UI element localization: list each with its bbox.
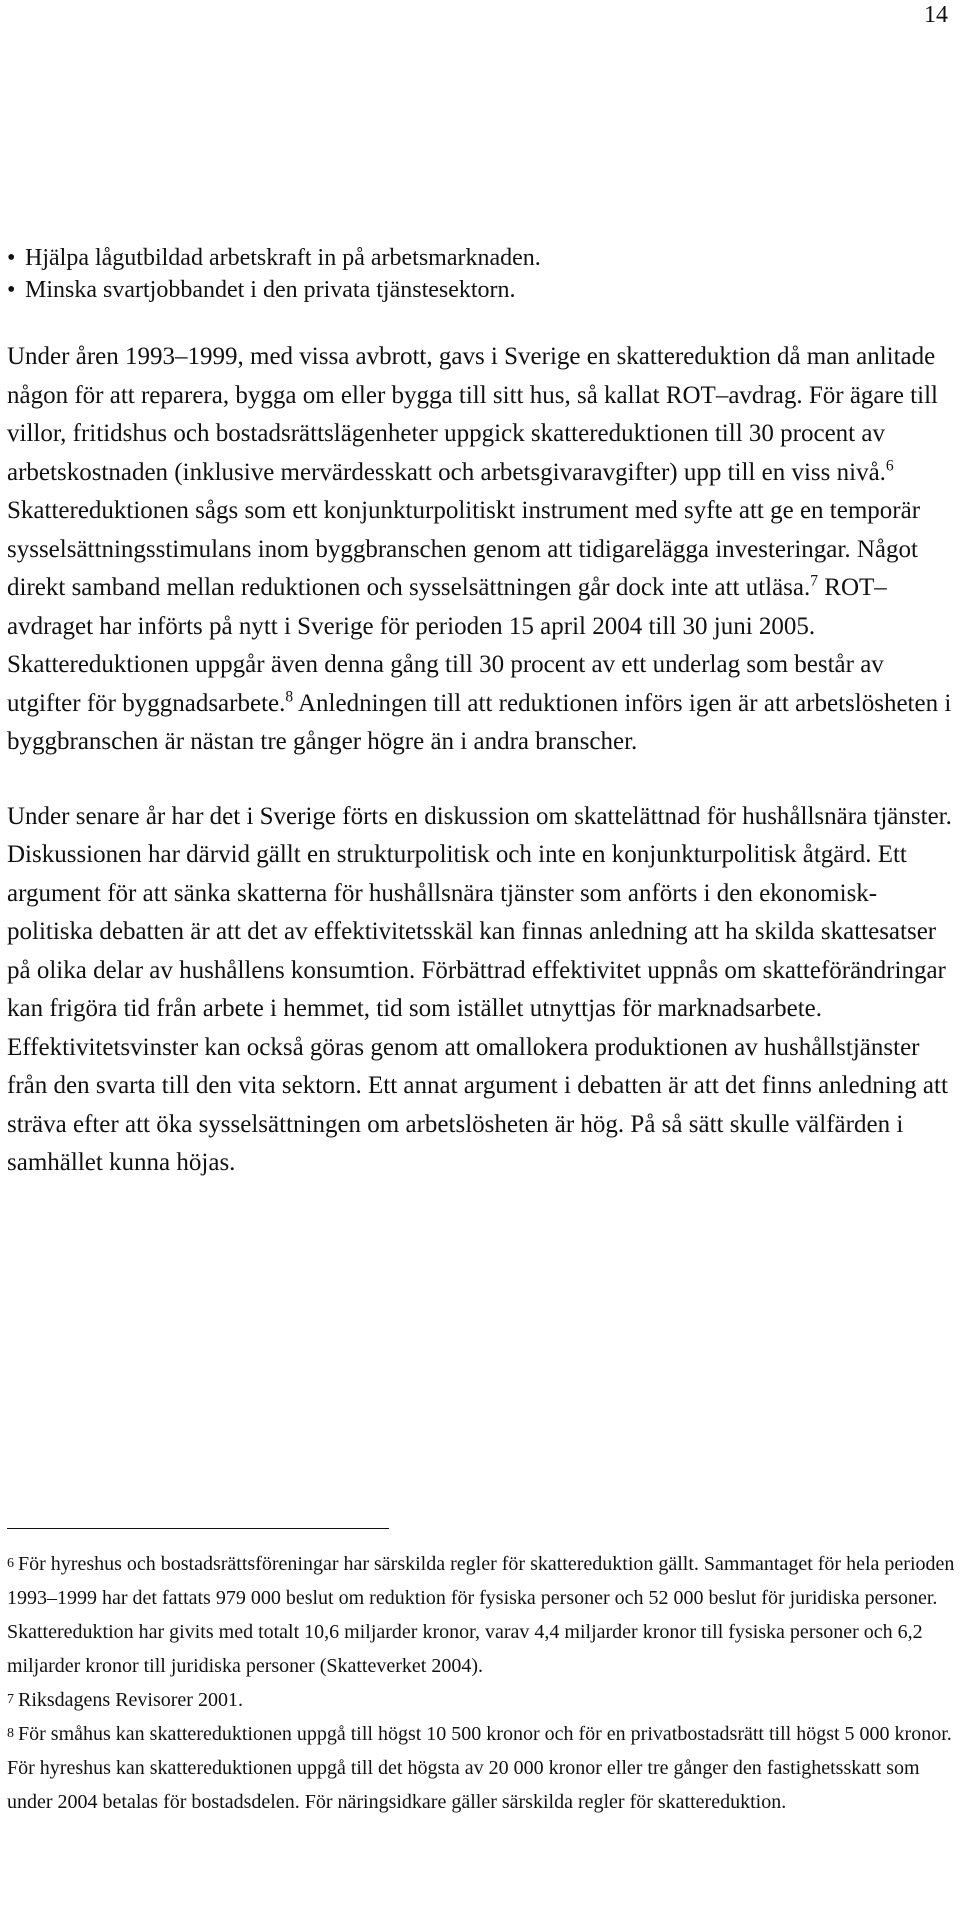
- bullet-item: • Hjälpa lågutbildad arbetskraft in på arbetsmarknaden.: [7, 242, 957, 274]
- paragraph-household-services: Under senare år har det i Sverige förts en diskussion om skattelättnad för hushållsnära tjänster. Diskussionen har därvid gällt en strukturpolitisk och inte en konjunkturpolitisk åtgärd. Ett argument för att sänka skatterna för hushållsnära tjänster som anförts i den ekonomisk-politiska debatten är att det av effektivitetsskäl kan finnas anledning att ha skilda skattesatser på olika delar av hushållens konsumtion. Förbättrad effektivitet uppnås om skatteförändringar kan frigöra tid från arbete i hemmet, tid som istället utnyttjas för marknadsarbete. Effektivitetsvinster kan också göras genom att omallokera produktionen av hushållstjänster från den svarta till den vita sektorn. Ett annat argument i debatten är att det finns anledning att sträva efter att öka sysselsättningen om arbetslösheten är hög. På så sätt skulle välfärden i samhället kunna höjas.: [7, 802, 952, 1176]
- footnote-6: [7, 1547, 957, 1683]
- footnotes: [7, 1547, 957, 1819]
- page-number: 14: [924, 2, 948, 28]
- footnote-divider: [7, 1528, 389, 1529]
- paragraph-text: Skattereduktionen sågs som ett konjunkturpolitiskt instrument med syfte att ge en temporär sysselsättningsstimulans inom byggbranschen genom att tidigarelägga investeringar. Något direkt samband mellan reduktionen och sysselsättningen går dock inte att utläsa.: [7, 497, 921, 601]
- footnote-text: Riksdagens Revisorer 2001.: [18, 1689, 243, 1711]
- footnote-number: 6: [7, 1556, 14, 1571]
- footnote-text: För småhus kan skattereduktionen uppgå till högst 10 500 kronor och för en privatbostadsrätt till högst 5 000 kronor. För hyreshus kan skattereduktionen uppgå till det högsta av 20 000 kronor eller tre gånger den fastighetsskatt som under 2004 betalas för bostadsdelen. För näringsidkare gäller särskilda regler för skattereduktion.: [7, 1723, 952, 1813]
- bullet-item: • Minska svartjobbandet i den privata tjänstesektorn.: [7, 274, 957, 306]
- footnote-ref-8[interactable]: 8: [285, 688, 294, 706]
- footnote-7: [7, 1683, 957, 1717]
- footnote-text: För hyreshus och bostadsrättsföreningar har särskilda regler för skattereduktion gällt. Sammantaget för hela perioden 1993–1999 har det fattats 979 000 beslut om reduktion för fysiska personer och 52 000 beslut för juridiska personer. Skattereduktion har givits med totalt 10,6 miljarder kronor, varav 4,4 miljarder kronor till fysiska personer och 6,2 miljarder kronor till juridiska personer (Skatteverket 2004).: [7, 1553, 955, 1677]
- paragraph-rot-deduction: [7, 338, 957, 762]
- main-text: [7, 242, 957, 1183]
- footnote-ref-7[interactable]: 7: [810, 572, 819, 590]
- footnote-number: 7: [7, 1692, 14, 1707]
- paragraph-text: Under åren 1993–1999, med vissa avbrott, gavs i Sverige en skattereduktion då man anlitade någon för att reparera, bygga om eller bygga till sitt hus, så kallat ROT–avdrag. För ägare till villor, fritidshus och bostadsrättslägenheter uppgick skattereduktionen till 30 procent av arbetskostnaden (inklusive mervärdesskatt och arbetsgivaravgifter) upp till en viss nivå.: [7, 343, 938, 486]
- paragraph-text: ROT–avdraget har införts på nytt i Sverige för perioden 15 april 2004 till 30 juni 2005. Skattereduktionen uppgår även denna gång till 30 procent av ett underlag som består av utgifter för byggnadsarbete.: [7, 574, 887, 717]
- bullet-list: [7, 242, 957, 306]
- paragraph-text: Anledningen till att reduktionen införs igen är att arbetslösheten i byggbranschen är nästan tre gånger högre än i andra branscher.: [7, 689, 952, 755]
- footnote-ref-6[interactable]: 6: [885, 457, 894, 475]
- footnote-number: 8: [7, 1726, 14, 1741]
- footnote-8: [7, 1717, 957, 1819]
